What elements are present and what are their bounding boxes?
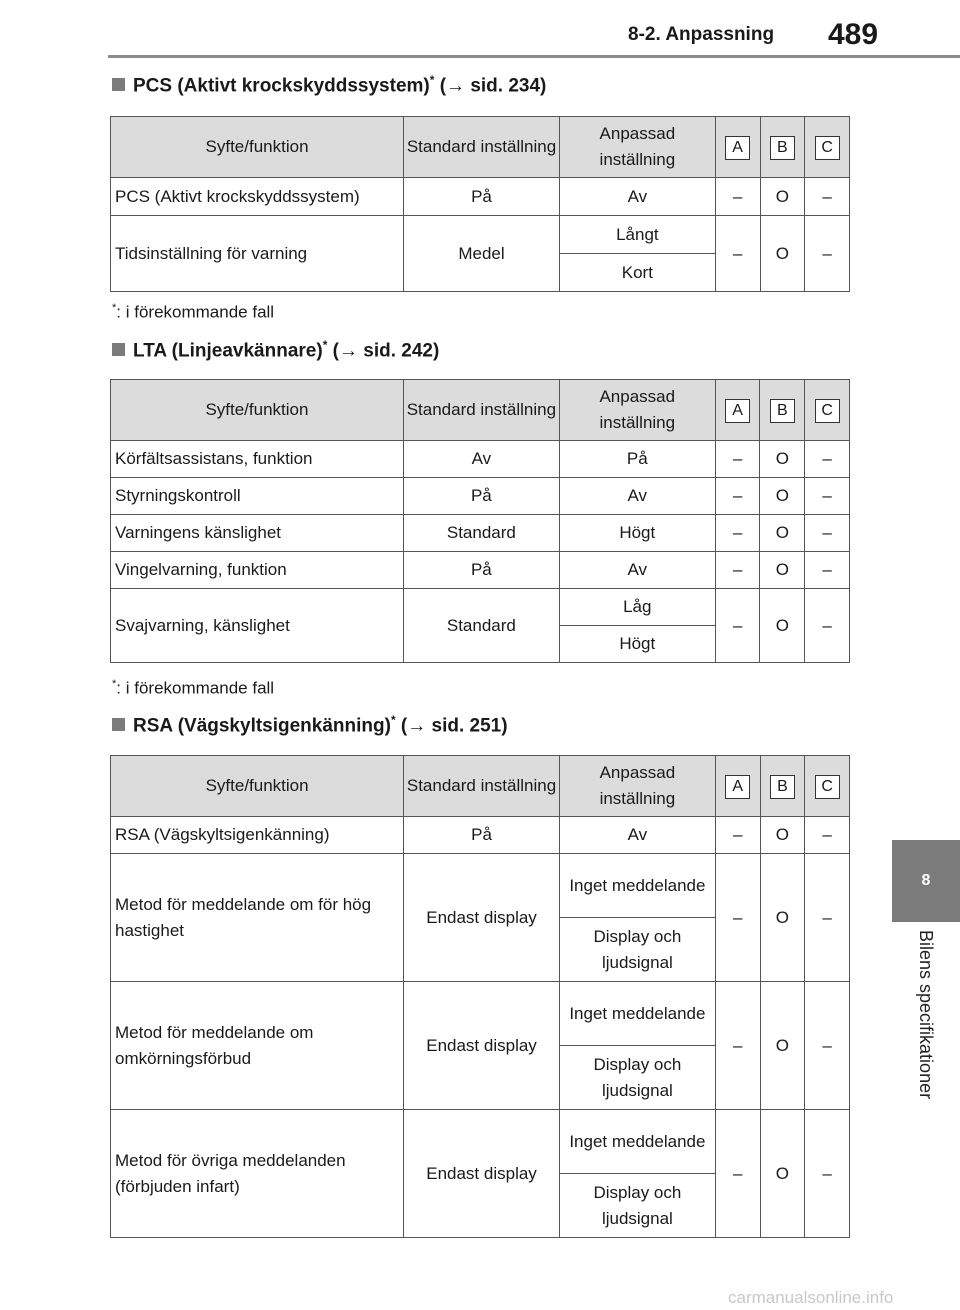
- cell-standard: Endast display: [404, 982, 560, 1110]
- cell-custom: Inget meddelande: [559, 1110, 715, 1174]
- header-function: Syfte/funktion: [111, 117, 404, 178]
- cell-custom: Display och ljudsignal: [559, 1046, 715, 1110]
- section-title: 8-2. Anpassning: [628, 24, 775, 45]
- square-bullet-icon: [112, 718, 125, 731]
- letter-b-icon: B: [770, 775, 795, 799]
- cell-b: O: [760, 441, 805, 478]
- cell-a: –: [715, 515, 760, 552]
- cell-custom: Låg: [559, 589, 715, 626]
- cell-c: –: [805, 817, 850, 854]
- cell-function: Tidsinställning för varning: [111, 216, 404, 292]
- cell-custom: Högt: [559, 626, 715, 663]
- page-number: 489: [828, 18, 879, 51]
- cell-custom: Inget meddelande: [559, 982, 715, 1046]
- header-standard: Standard inställning: [404, 117, 560, 178]
- cell-standard: Endast display: [404, 1110, 560, 1238]
- cell-c: –: [805, 552, 850, 589]
- section-heading-rsa: [112, 713, 508, 737]
- arrow-right-icon: →: [446, 75, 466, 97]
- header-c: [805, 117, 850, 178]
- cell-c: –: [805, 982, 850, 1110]
- cell-a: –: [715, 216, 760, 292]
- cell-b: O: [760, 589, 805, 663]
- cell-function: Styrningskontroll: [111, 478, 404, 515]
- cell-b: O: [760, 178, 805, 216]
- page-reference-link[interactable]: sid. 242): [363, 340, 440, 362]
- cell-a: –: [715, 178, 760, 216]
- cell-custom: Display och ljudsignal: [559, 918, 715, 982]
- cell-standard: Standard: [403, 515, 559, 552]
- cell-a: –: [715, 552, 760, 589]
- table-row: [111, 216, 850, 254]
- cell-a: –: [715, 982, 760, 1110]
- footnote: [112, 678, 274, 699]
- cell-c: –: [805, 1110, 850, 1238]
- asterisk: *: [112, 302, 117, 314]
- cell-function: RSA (Vägskyltsigenkänning): [111, 817, 404, 854]
- cell-b: O: [760, 854, 805, 982]
- header-c: [805, 756, 850, 817]
- cell-standard: Medel: [404, 216, 560, 292]
- settings-table-rsa: [110, 755, 850, 1238]
- cell-function: Metod för meddelande om för hög hastighet: [111, 854, 404, 982]
- header-custom: Anpassad inställning: [559, 117, 715, 178]
- cell-function: Metod för övriga meddelanden (förbjuden infart): [111, 1110, 404, 1238]
- asterisk: *: [429, 73, 435, 87]
- cell-function: Svajvarning, känslighet: [111, 589, 404, 663]
- paren: (: [332, 340, 339, 362]
- cell-custom: Högt: [559, 515, 715, 552]
- footnote-text: : i förekommande fall: [116, 678, 275, 698]
- paren: (: [400, 715, 408, 737]
- letter-c-icon: C: [815, 399, 840, 423]
- header-b: [760, 380, 805, 441]
- table-row: [111, 1110, 850, 1174]
- table-row: [111, 441, 850, 478]
- cell-function: Varningens känslighet: [111, 515, 404, 552]
- cell-a: –: [715, 1110, 760, 1238]
- watermark: carmanualsonline.info: [728, 1288, 894, 1307]
- settings-table-pcs: [110, 116, 850, 292]
- table-row: [111, 178, 850, 216]
- cell-b: O: [760, 216, 805, 292]
- heading-name: RSA (Vägskyltsigenkänning): [133, 715, 391, 737]
- cell-custom: Långt: [559, 216, 715, 254]
- cell-custom: Av: [559, 478, 715, 515]
- table-row: [111, 817, 850, 854]
- cell-c: –: [805, 216, 850, 292]
- cell-custom: Kort: [559, 254, 715, 292]
- cell-c: –: [805, 515, 850, 552]
- letter-b-icon: B: [770, 136, 795, 160]
- letter-c-icon: C: [815, 136, 840, 160]
- section-heading-lta: [112, 338, 439, 362]
- letter-b-icon: B: [770, 399, 795, 423]
- heading-name: LTA (Linjeavkännare): [133, 340, 323, 362]
- cell-custom: Av: [559, 178, 715, 216]
- arrow-right-icon: →: [407, 715, 427, 737]
- cell-b: O: [760, 1110, 805, 1238]
- cell-standard: På: [404, 817, 560, 854]
- paren: (: [439, 75, 447, 97]
- cell-c: –: [805, 854, 850, 982]
- asterisk: *: [322, 338, 328, 352]
- header-a: [715, 380, 760, 441]
- header-standard: Standard inställning: [404, 756, 560, 817]
- header-function: Syfte/funktion: [111, 756, 404, 817]
- table-row: [111, 552, 850, 589]
- asterisk: *: [390, 713, 396, 727]
- header-standard: Standard inställning: [403, 380, 559, 441]
- chapter-label: Bilens specifikationer: [916, 930, 936, 1100]
- header-b: [760, 117, 805, 178]
- header-function: Syfte/funktion: [111, 380, 404, 441]
- cell-b: O: [760, 817, 805, 854]
- table-row: [111, 478, 850, 515]
- cell-b: O: [760, 982, 805, 1110]
- footnote-text: : i förekommande fall: [116, 302, 275, 322]
- arrow-right-icon: →: [338, 340, 358, 362]
- cell-function: Metod för meddelande om omkörningsförbud: [111, 982, 404, 1110]
- cell-a: –: [715, 589, 760, 663]
- settings-table-lta: [110, 379, 850, 663]
- page-reference-link[interactable]: sid. 234): [470, 75, 547, 97]
- header-a: [715, 117, 760, 178]
- table-row: [111, 589, 850, 626]
- cell-c: –: [805, 589, 850, 663]
- letter-a-icon: A: [725, 399, 750, 423]
- cell-custom: På: [559, 441, 715, 478]
- page-reference-link[interactable]: sid. 251): [431, 715, 508, 737]
- header-b: [760, 756, 805, 817]
- cell-a: –: [715, 817, 760, 854]
- cell-standard: Endast display: [404, 854, 560, 982]
- cell-c: –: [805, 441, 850, 478]
- cell-standard: På: [404, 178, 560, 216]
- table-row: [111, 982, 850, 1046]
- heading-name: PCS (Aktivt krockskyddssystem): [133, 75, 430, 97]
- footnote: [112, 302, 274, 323]
- cell-c: –: [805, 178, 850, 216]
- cell-b: O: [760, 552, 805, 589]
- cell-b: O: [760, 515, 805, 552]
- square-bullet-icon: [112, 78, 125, 91]
- cell-a: –: [715, 854, 760, 982]
- cell-custom: Av: [559, 552, 715, 589]
- table-row: [111, 854, 850, 918]
- cell-standard: Av: [403, 441, 559, 478]
- cell-function: PCS (Aktivt krockskyddssystem): [111, 178, 404, 216]
- cell-a: –: [715, 441, 760, 478]
- cell-c: –: [805, 478, 850, 515]
- cell-b: O: [760, 478, 805, 515]
- asterisk: *: [112, 678, 117, 690]
- cell-a: –: [715, 478, 760, 515]
- letter-a-icon: A: [725, 136, 750, 160]
- section-heading-pcs: [112, 73, 546, 97]
- cell-standard: Standard: [403, 589, 559, 663]
- cell-standard: På: [403, 478, 559, 515]
- chapter-tab: 8: [892, 840, 960, 922]
- cell-custom: Display och ljudsignal: [559, 1174, 715, 1238]
- letter-a-icon: A: [725, 775, 750, 799]
- header-custom: Anpassad inställning: [559, 756, 715, 817]
- header-custom: Anpassad inställning: [559, 380, 715, 441]
- square-bullet-icon: [112, 343, 125, 356]
- table-row: [111, 515, 850, 552]
- cell-standard: På: [403, 552, 559, 589]
- cell-function: Vingelvarning, funktion: [111, 552, 404, 589]
- cell-custom: Av: [559, 817, 715, 854]
- header-c: [805, 380, 850, 441]
- cell-function: Körfältsassistans, funktion: [111, 441, 404, 478]
- cell-custom: Inget meddelande: [559, 854, 715, 918]
- header-rule: [108, 55, 960, 58]
- letter-c-icon: C: [815, 775, 840, 799]
- header-a: [715, 756, 760, 817]
